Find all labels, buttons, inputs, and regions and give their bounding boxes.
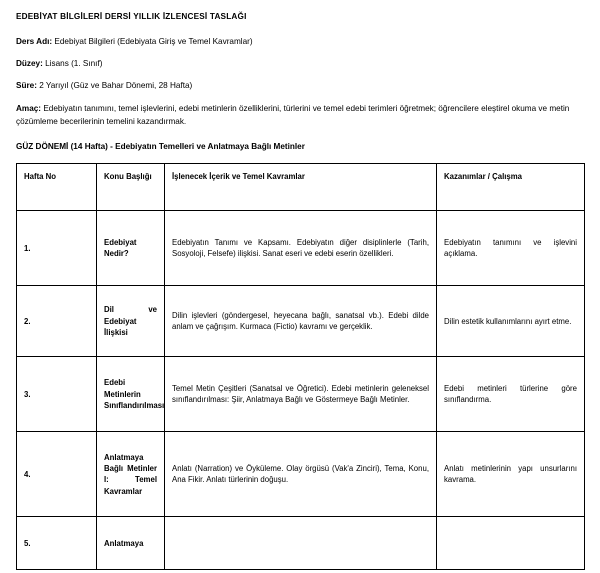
cell-content: Anlatı (Narration) ve Öyküleme. Olay örgüsü (Vak'a Zinciri), Tema, Konu, Ana Fikir. Anlatı türlerinin doğuşu.: [165, 432, 437, 517]
cell-week: 2.: [17, 286, 97, 357]
meta-level-label: Düzey:: [16, 59, 43, 68]
column-header-content: İşlenecek İçerik ve Temel Kavramlar: [165, 164, 437, 211]
section-heading-fall-term: GÜZ DÖNEMİ (14 Hafta) - Edebiyatın Temelleri ve Anlatmaya Bağlı Metinler: [16, 142, 305, 152]
cell-topic: Anlatmaya Bağlı Metinler I: Temel Kavramlar: [97, 432, 165, 517]
cell-topic: Anlatmaya: [97, 517, 165, 570]
cell-content: Temel Metin Çeşitleri (Sanatsal ve Öğretici). Edebi metinlerin geleneksel sınıflandırılması: Şiir, Anlatmaya Bağlı ve Göstermeye Bağlı Metinler.: [165, 357, 437, 432]
cell-outcome: [437, 517, 585, 570]
table-header-row: [17, 164, 585, 211]
cell-content: Dilin işlevleri (göndergesel, heyecana bağlı, sanatsal vb.). Edebi dilde anlam ve çağrışım. Kurmaca (Fictio) kavramı ve gerçeklik.: [165, 286, 437, 357]
meta-duration: [16, 81, 584, 90]
meta-duration-value: 2 Yarıyıl (Güz ve Bahar Dönemi, 28 Hafta): [39, 81, 193, 90]
meta-course-name-value: Edebiyat Bilgileri (Edebiyata Giriş ve Temel Kavramlar): [54, 37, 253, 46]
cell-week: 1.: [17, 211, 97, 286]
purpose-text: Edebiyatın tanımını, temel işlevlerini, edebi metinlerin özelliklerini, türlerini ve temel edebi terimleri öğretmek; öğrencilere eleştirel okuma ve metin çözümleme becerilerinin temelini kazandırmak.: [16, 104, 570, 126]
cell-outcome: Edebiyatın tanımını ve işlevini açıklama.: [437, 211, 585, 286]
table-row: [17, 211, 585, 286]
cell-week: 3.: [17, 357, 97, 432]
cell-outcome: Edebi metinleri türlerine göre sınıflandırma.: [437, 357, 585, 432]
cell-topic: Dil ve Edebiyat İlişkisi: [97, 286, 165, 357]
table-row: [17, 432, 585, 517]
page-title: EDEBİYAT BİLGİLERİ DERSİ YILLIK İZLENCESİ TASLAĞI: [16, 12, 247, 21]
purpose-paragraph: [16, 103, 584, 128]
meta-course-name: [16, 37, 584, 46]
table-row: [17, 286, 585, 357]
schedule-table: [16, 163, 585, 570]
column-header-week: Hafta No: [17, 164, 97, 211]
meta-level-value: Lisans (1. Sınıf): [45, 59, 103, 68]
table-row: [17, 357, 585, 432]
cell-outcome: Anlatı metinlerinin yapı unsurlarını kavrama.: [437, 432, 585, 517]
cell-week: 5.: [17, 517, 97, 570]
column-header-topic: Konu Başlığı: [97, 164, 165, 211]
meta-course-name-label: Ders Adı:: [16, 37, 53, 46]
meta-duration-label: Süre:: [16, 81, 37, 90]
cell-outcome: Dilin estetik kullanımlarını ayırt etme.: [437, 286, 585, 357]
column-header-outcome: Kazanımlar / Çalışma: [437, 164, 585, 211]
table-row: [17, 517, 585, 570]
cell-week: 4.: [17, 432, 97, 517]
cell-topic: Edebi Metinlerin Sınıflandırılması: [97, 357, 165, 432]
cell-content: Edebiyatın Tanımı ve Kapsamı. Edebiyatın diğer disiplinlerle (Tarih, Sosyoloji, Felsefe) ilişkisi. Sanat eseri ve edebi eserin özellikleri.: [165, 211, 437, 286]
cell-content: [165, 517, 437, 570]
meta-level: [16, 59, 584, 68]
purpose-label: Amaç:: [16, 104, 42, 113]
cell-topic: Edebiyat Nedir?: [97, 211, 165, 286]
